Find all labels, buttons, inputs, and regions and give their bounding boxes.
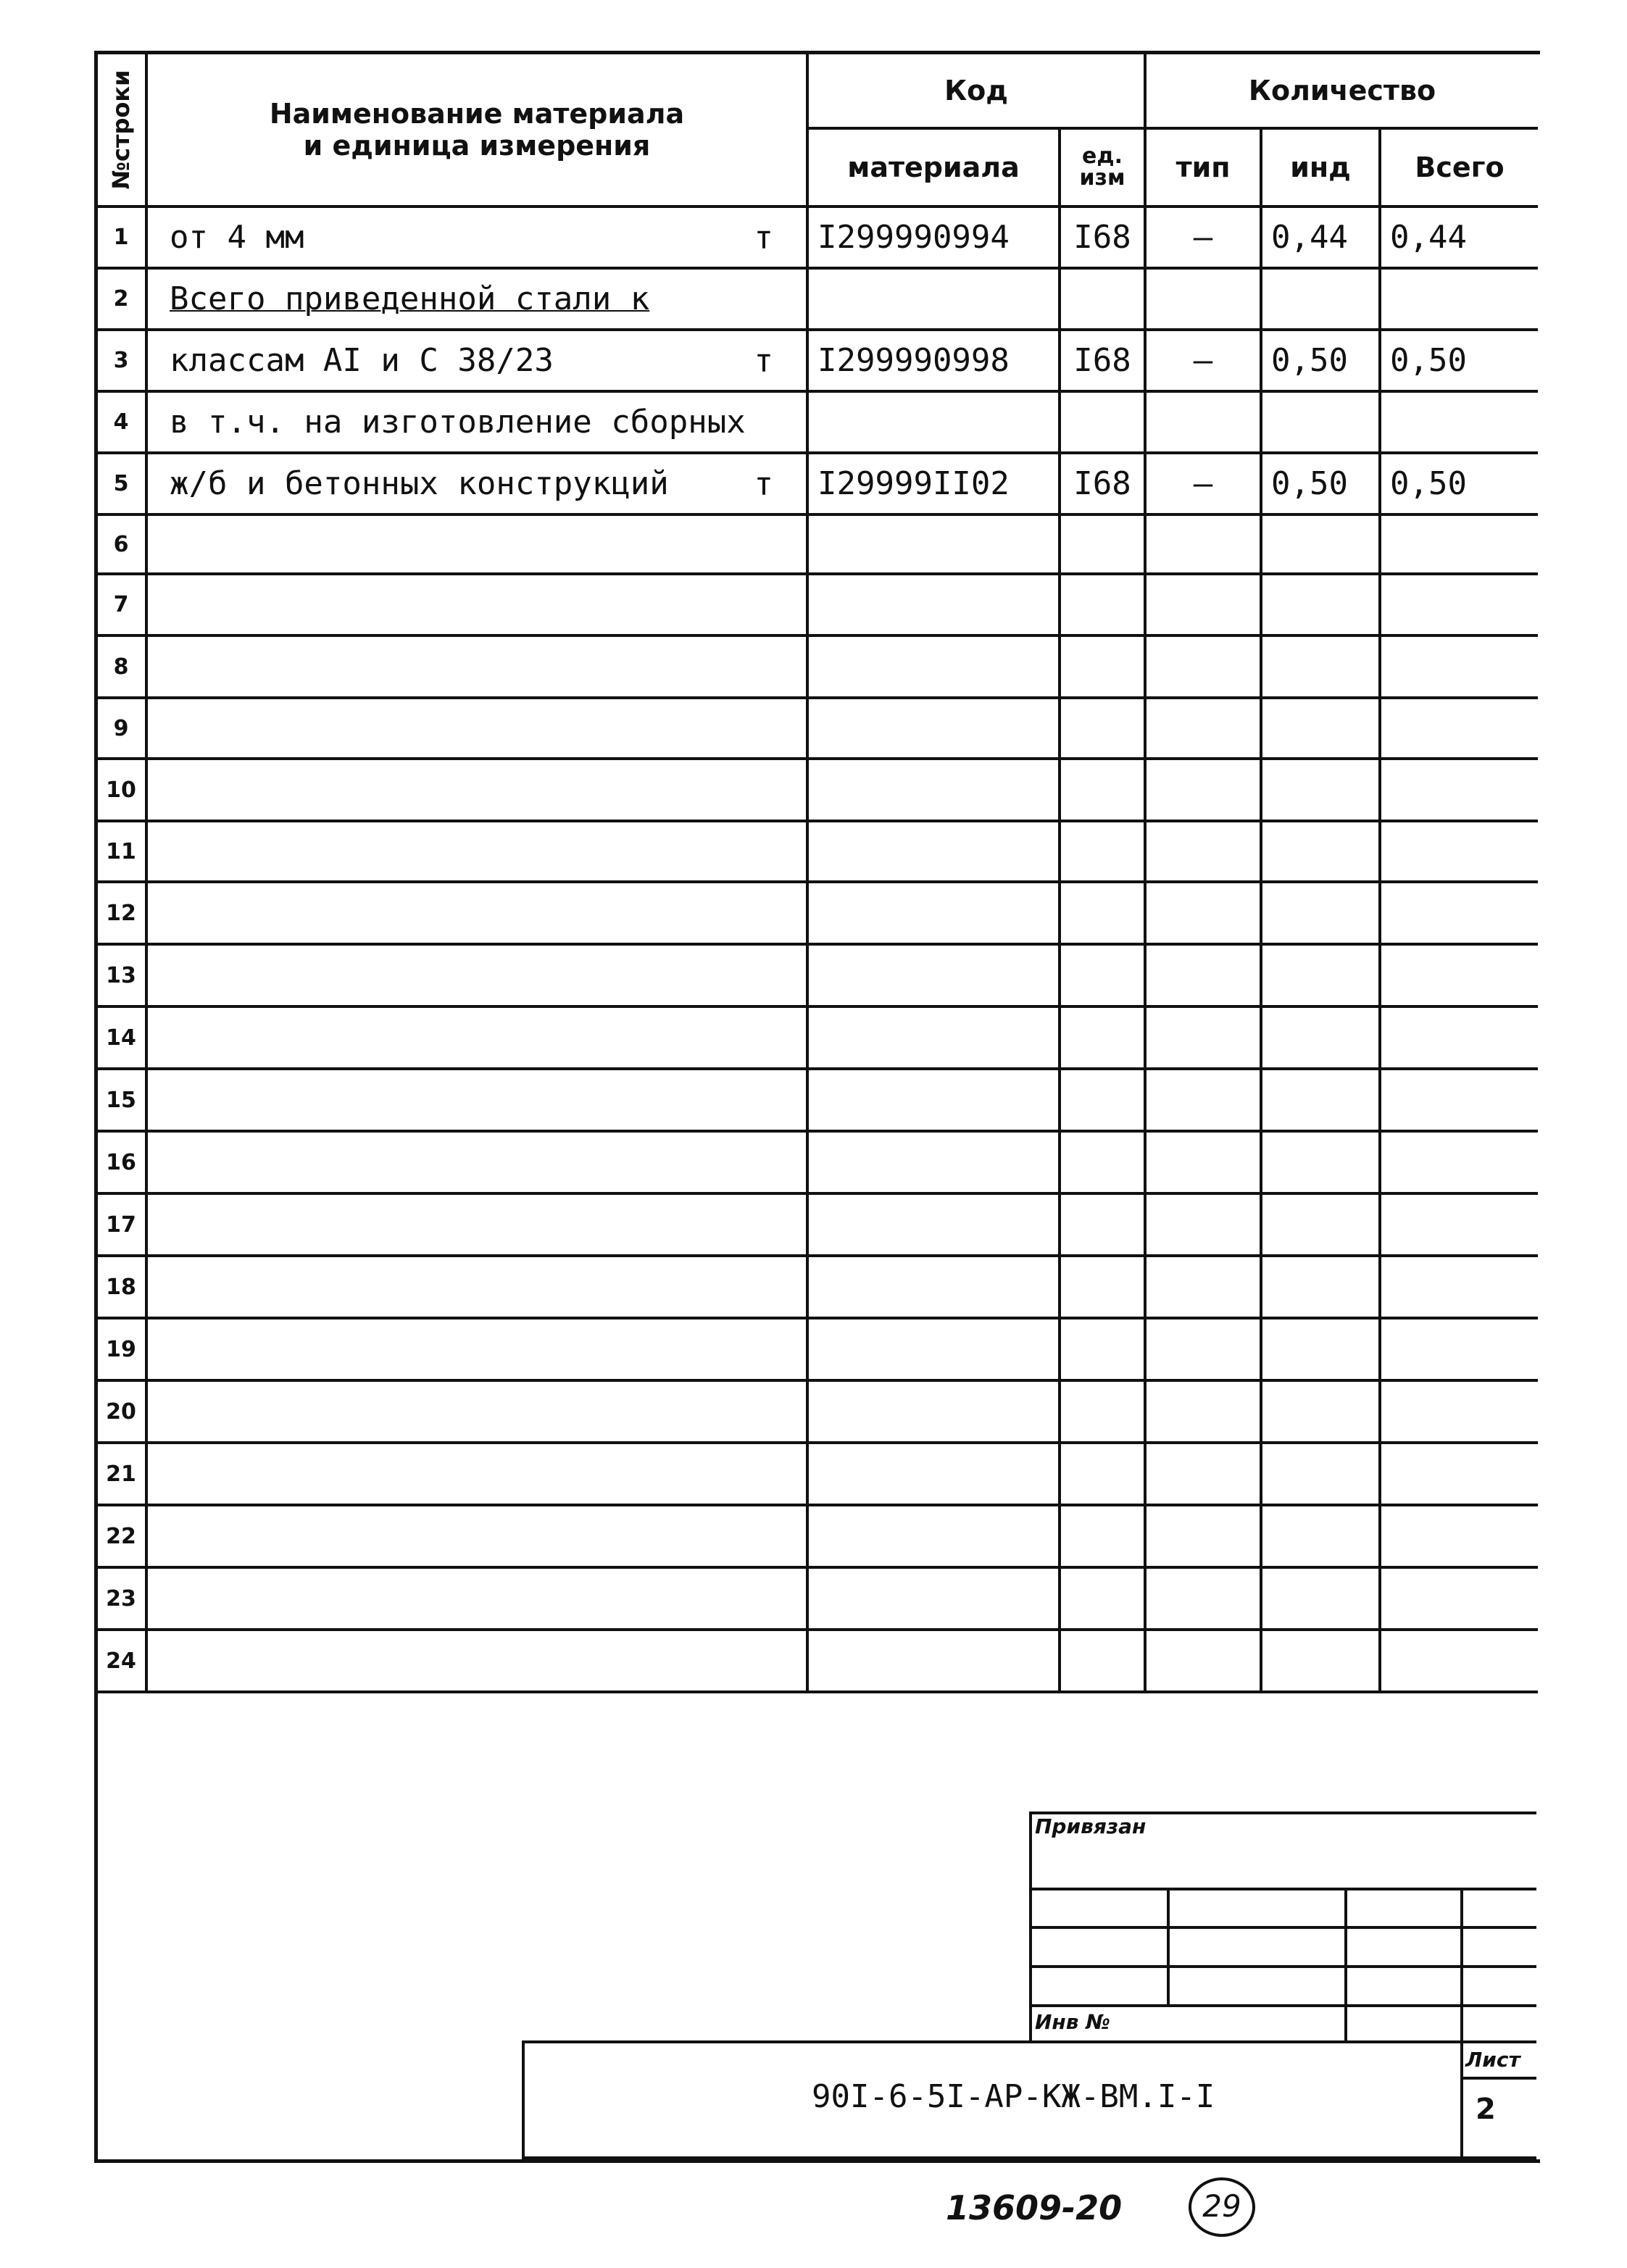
table-row	[96, 391, 1538, 453]
row-number: 21	[96, 1443, 146, 1505]
header-type: тип	[1145, 128, 1261, 207]
table-row	[96, 453, 1538, 514]
table-row	[96, 1069, 1538, 1131]
qty-total	[1380, 882, 1538, 944]
qty-type	[1145, 1318, 1261, 1380]
row-number: 3	[96, 330, 146, 391]
binding-col-1	[1167, 1888, 1170, 2004]
table-row	[96, 1567, 1538, 1630]
qty-total	[1380, 268, 1538, 330]
row-number: 9	[96, 698, 146, 759]
table-row	[96, 330, 1538, 391]
qty-ind: 0,50	[1261, 330, 1380, 391]
qty-type	[1145, 1630, 1261, 1692]
material-name	[146, 1318, 807, 1380]
unit-code	[1060, 882, 1145, 944]
material-name	[146, 821, 807, 882]
sheet-label-divider	[1460, 2077, 1536, 2080]
unit-code	[1060, 391, 1145, 453]
row-number: 13	[96, 944, 146, 1006]
unit-code: I68	[1060, 453, 1145, 514]
qty-type	[1145, 1443, 1261, 1505]
unit-code	[1060, 1256, 1145, 1318]
qty-ind	[1261, 1567, 1380, 1630]
unit-code	[1060, 1567, 1145, 1630]
unit-code	[1060, 1443, 1145, 1505]
material-name	[146, 882, 807, 944]
material-code: I299990994	[807, 207, 1060, 268]
material-code	[807, 1069, 1060, 1131]
qty-type	[1145, 1069, 1261, 1131]
material-code: I299990998	[807, 330, 1060, 391]
table-row	[96, 268, 1538, 330]
unit-letter: т	[754, 342, 773, 379]
qty-type	[1145, 635, 1261, 698]
qty-type	[1145, 759, 1261, 821]
qty-total	[1380, 1630, 1538, 1692]
material-name-text: Всего приведенной стали к	[170, 280, 650, 317]
material-name	[146, 1567, 807, 1630]
qty-total	[1380, 1069, 1538, 1131]
qty-total	[1380, 514, 1538, 574]
material-name	[146, 1131, 807, 1193]
header-total: Всего	[1380, 128, 1538, 207]
qty-ind	[1261, 759, 1380, 821]
qty-total	[1380, 1193, 1538, 1256]
unit-code	[1060, 514, 1145, 574]
qty-total	[1380, 1006, 1538, 1069]
qty-total	[1380, 1256, 1538, 1318]
qty-ind	[1261, 1443, 1380, 1505]
unit-code	[1060, 1630, 1145, 1692]
material-code	[807, 1318, 1060, 1380]
qty-total: 0,50	[1380, 453, 1538, 514]
unit-code	[1060, 1193, 1145, 1256]
qty-ind	[1261, 1193, 1380, 1256]
qty-total	[1380, 698, 1538, 759]
table-row	[96, 1443, 1538, 1505]
table-row	[96, 882, 1538, 944]
material-name	[146, 944, 807, 1006]
material-name	[146, 1256, 807, 1318]
qty-total	[1380, 574, 1538, 635]
table-row	[96, 1505, 1538, 1567]
material-code	[807, 1630, 1060, 1692]
material-code	[807, 268, 1060, 330]
unit-code	[1060, 1131, 1145, 1193]
material-name	[146, 698, 807, 759]
header-material-code: материала	[807, 128, 1060, 207]
unit-code	[1060, 1069, 1145, 1131]
qty-ind	[1261, 1318, 1380, 1380]
unit-code	[1060, 635, 1145, 698]
qty-ind	[1261, 882, 1380, 944]
qty-type	[1145, 882, 1261, 944]
unit-code	[1060, 1380, 1145, 1443]
material-name	[146, 514, 807, 574]
qty-ind	[1261, 1630, 1380, 1692]
material-code	[807, 1567, 1060, 1630]
table-row	[96, 1380, 1538, 1443]
material-name	[146, 1006, 807, 1069]
qty-ind	[1261, 1131, 1380, 1193]
material-code	[807, 759, 1060, 821]
qty-ind	[1261, 514, 1380, 574]
material-name	[146, 759, 807, 821]
row-number: 22	[96, 1505, 146, 1567]
circled-number: 29	[1189, 2177, 1255, 2237]
table-row	[96, 1318, 1538, 1380]
material-name	[146, 207, 807, 268]
header-code: Код	[807, 52, 1145, 128]
row-number: 20	[96, 1380, 146, 1443]
qty-ind	[1261, 821, 1380, 882]
table-body	[96, 207, 1538, 1692]
binding-col-2	[1344, 1888, 1347, 2043]
material-code	[807, 944, 1060, 1006]
row-number: 4	[96, 391, 146, 453]
material-code	[807, 574, 1060, 635]
material-code	[807, 635, 1060, 698]
qty-total	[1380, 1443, 1538, 1505]
materials-table	[94, 51, 1538, 1693]
material-code	[807, 1131, 1060, 1193]
material-name	[146, 1630, 807, 1692]
material-name	[146, 574, 807, 635]
unit-code	[1060, 759, 1145, 821]
material-code	[807, 698, 1060, 759]
unit-code	[1060, 698, 1145, 759]
qty-total	[1380, 1131, 1538, 1193]
binding-col-3	[1460, 1888, 1463, 2043]
header-name-line1: Наименование материала	[269, 97, 685, 130]
table-row	[96, 944, 1538, 1006]
material-code: I29999II02	[807, 453, 1060, 514]
row-number: 19	[96, 1318, 146, 1380]
qty-total	[1380, 1505, 1538, 1567]
document-number: 90I-6-5I-АР-КЖ-ВМ.I-I	[812, 2078, 1215, 2115]
material-name	[146, 1069, 807, 1131]
qty-type	[1145, 268, 1261, 330]
header-row-number-text: №строки	[107, 69, 135, 190]
sheet-number: 2	[1476, 2093, 1496, 2126]
qty-type	[1145, 1256, 1261, 1318]
unit-code	[1060, 821, 1145, 882]
header-unit-line1: ед.	[1082, 143, 1123, 169]
qty-type	[1145, 821, 1261, 882]
header-name-line2: и единица измерения	[303, 129, 651, 162]
material-code	[807, 882, 1060, 944]
qty-total: 0,44	[1380, 207, 1538, 268]
table-row	[96, 1256, 1538, 1318]
row-number: 6	[96, 514, 146, 574]
material-code	[807, 1505, 1060, 1567]
material-name	[146, 453, 807, 514]
row-number: 11	[96, 821, 146, 882]
qty-type	[1145, 514, 1261, 574]
qty-total: 0,50	[1380, 330, 1538, 391]
material-name-text: от 4 мм	[170, 219, 304, 256]
unit-code	[1060, 574, 1145, 635]
row-number: 18	[96, 1256, 146, 1318]
qty-type: –	[1145, 330, 1261, 391]
unit-letter: т	[754, 465, 773, 502]
unit-code	[1060, 1505, 1145, 1567]
qty-ind	[1261, 391, 1380, 453]
material-name	[146, 1380, 807, 1443]
qty-type	[1145, 574, 1261, 635]
unit-code: I68	[1060, 207, 1145, 268]
material-code	[807, 1443, 1060, 1505]
material-code	[807, 1006, 1060, 1069]
qty-ind: 0,50	[1261, 453, 1380, 514]
material-code	[807, 1193, 1060, 1256]
row-number: 14	[96, 1006, 146, 1069]
table-row	[96, 514, 1538, 574]
material-name-text: классам AI и С 38/23	[170, 342, 554, 379]
material-name	[146, 635, 807, 698]
qty-ind	[1261, 574, 1380, 635]
sheet-label: Лист	[1465, 2048, 1520, 2072]
material-name-text: в т.ч. на изготовление сборных	[170, 404, 746, 441]
qty-ind	[1261, 1505, 1380, 1567]
row-number: 15	[96, 1069, 146, 1131]
table-row	[96, 574, 1538, 635]
table-row	[96, 759, 1538, 821]
row-number: 10	[96, 759, 146, 821]
material-name	[146, 330, 807, 391]
row-number: 5	[96, 453, 146, 514]
header-ind: инд	[1261, 128, 1380, 207]
unit-code: I68	[1060, 330, 1145, 391]
unit-code	[1060, 1318, 1145, 1380]
row-number: 17	[96, 1193, 146, 1256]
qty-ind	[1261, 1380, 1380, 1443]
row-number: 1	[96, 207, 146, 268]
qty-total	[1380, 1567, 1538, 1630]
qty-ind	[1261, 698, 1380, 759]
qty-total	[1380, 944, 1538, 1006]
material-name	[146, 1193, 807, 1256]
qty-type	[1145, 1567, 1261, 1630]
qty-total	[1380, 1380, 1538, 1443]
material-code	[807, 391, 1060, 453]
material-name	[146, 1443, 807, 1505]
inventory-number-label: Инв №	[1035, 2010, 1110, 2034]
qty-ind	[1261, 1256, 1380, 1318]
qty-ind	[1261, 635, 1380, 698]
qty-type: –	[1145, 453, 1261, 514]
qty-total	[1380, 391, 1538, 453]
header-unit-line2: изм	[1079, 165, 1125, 191]
table-row	[96, 698, 1538, 759]
qty-ind	[1261, 268, 1380, 330]
qty-type	[1145, 1505, 1261, 1567]
material-code	[807, 1380, 1060, 1443]
unit-letter: т	[754, 219, 773, 256]
material-code	[807, 514, 1060, 574]
header-quantity: Количество	[1145, 52, 1538, 128]
header-unit	[1060, 128, 1145, 207]
table-row	[96, 635, 1538, 698]
qty-total	[1380, 759, 1538, 821]
material-name	[146, 1505, 807, 1567]
table-row	[96, 1131, 1538, 1193]
unit-code	[1060, 268, 1145, 330]
bound-label: Привязан	[1035, 1814, 1147, 1838]
qty-type	[1145, 1380, 1261, 1443]
qty-ind	[1261, 944, 1380, 1006]
table-row	[96, 821, 1538, 882]
row-number: 16	[96, 1131, 146, 1193]
unit-code	[1060, 944, 1145, 1006]
qty-total	[1380, 821, 1538, 882]
qty-type	[1145, 1131, 1261, 1193]
qty-total	[1380, 635, 1538, 698]
qty-type	[1145, 944, 1261, 1006]
table-row	[96, 1006, 1538, 1069]
handwritten-number: 13609-20	[946, 2188, 1123, 2227]
material-code	[807, 1256, 1060, 1318]
qty-total	[1380, 1318, 1538, 1380]
qty-type: –	[1145, 207, 1261, 268]
material-name-text: ж/б и бетонных конструкций	[170, 465, 669, 502]
row-number: 12	[96, 882, 146, 944]
row-number: 2	[96, 268, 146, 330]
table-row	[96, 1193, 1538, 1256]
header-material-name	[146, 52, 807, 207]
material-name	[146, 268, 807, 330]
table-row	[96, 207, 1538, 268]
row-number: 8	[96, 635, 146, 698]
qty-type	[1145, 391, 1261, 453]
qty-ind	[1261, 1069, 1380, 1131]
row-number: 23	[96, 1567, 146, 1630]
qty-type	[1145, 1006, 1261, 1069]
header-row-number	[96, 52, 146, 207]
material-code	[807, 821, 1060, 882]
unit-code	[1060, 1006, 1145, 1069]
qty-ind	[1261, 1006, 1380, 1069]
qty-type	[1145, 698, 1261, 759]
sheet-col-divider	[1460, 2040, 1463, 2159]
qty-ind: 0,44	[1261, 207, 1380, 268]
material-name	[146, 391, 807, 453]
table-row	[96, 1630, 1538, 1692]
row-number: 7	[96, 574, 146, 635]
row-number: 24	[96, 1630, 146, 1692]
qty-type	[1145, 1193, 1261, 1256]
